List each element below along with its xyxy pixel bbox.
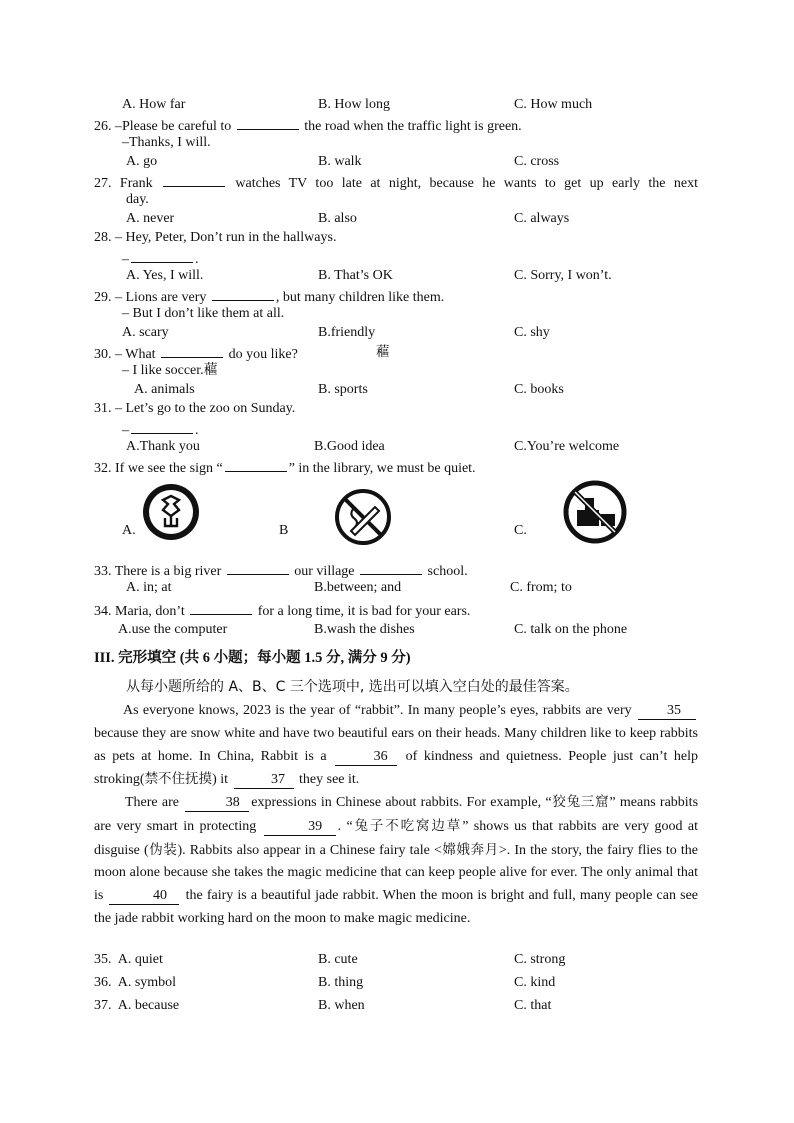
- answer-35-option-a: A. quiet: [117, 952, 163, 967]
- q31-reply: – .: [122, 419, 199, 440]
- q27-text-b: watches TV too late at night, because he wants to get up early the next: [235, 176, 699, 191]
- q27-option-a: A. never: [126, 211, 175, 226]
- q31-blank: [131, 419, 193, 434]
- q32-number: 32.: [94, 461, 112, 476]
- blank-36: 36: [335, 749, 397, 766]
- q34-text-b: for a long time, it is bad for your ears.: [257, 604, 471, 619]
- q28-option-a: A. Yes, I will.: [126, 268, 204, 283]
- q30-option-c: C. books: [514, 382, 564, 397]
- q26-stem: [94, 115, 522, 136]
- q33-option-b: B.between; and: [314, 580, 402, 595]
- q29-text-a: – Lions are very: [115, 290, 207, 305]
- blank-37: 37: [234, 772, 294, 789]
- answer-37-row: 37. A. because: [94, 998, 180, 1013]
- q31-option-b: B.Good idea: [314, 439, 385, 454]
- no-smoking-sign-icon: [333, 487, 393, 552]
- q34-text-a: Maria, don’t: [115, 604, 185, 619]
- q26-option-b: B. walk: [318, 154, 362, 169]
- q34-option-c: C. talk on the phone: [514, 622, 628, 637]
- q34-option-b: B.wash the dishes: [314, 622, 415, 637]
- q32-blank: [225, 457, 287, 472]
- q27-option-c: C. always: [514, 211, 570, 226]
- q31-text: – Let’s go to the zoo on Sunday.: [115, 401, 296, 416]
- q33-number: 33.: [94, 564, 112, 579]
- q30-option-a: A. animals: [134, 382, 195, 397]
- q29-option-b: B.friendly: [318, 325, 376, 340]
- q28-text: – Hey, Peter, Don’t run in the hallways.: [115, 230, 337, 245]
- q33-text-c: school.: [427, 564, 468, 579]
- q30-text-a: – What: [115, 347, 156, 362]
- q29-option-c: C. shy: [514, 325, 550, 340]
- q26-reply: –Thanks, I will.: [122, 135, 211, 150]
- q32-text-b: ” in the library, we must be quiet.: [288, 461, 476, 476]
- q33-option-a: A. in; at: [126, 580, 172, 595]
- q30-stem: [94, 343, 298, 364]
- q28-option-c: C. Sorry, I won’t.: [514, 268, 612, 283]
- q30-text-b: do you like?: [228, 347, 298, 362]
- q27-number: 27.: [94, 176, 112, 191]
- q28-number: 28.: [94, 230, 112, 245]
- q27-text-a: Frank: [119, 176, 153, 191]
- answer-36-row: 36. A. symbol: [94, 975, 177, 990]
- q29-reply: – But I don’t like them at all.: [122, 306, 285, 321]
- q30-number: 30.: [94, 347, 112, 362]
- q27-blank: [163, 172, 225, 187]
- q30-blank: [161, 343, 223, 358]
- q26-option-a: A. go: [126, 154, 158, 169]
- q29-text-b: , but many children like them.: [275, 290, 445, 305]
- answer-36-option-a: A. symbol: [117, 975, 177, 990]
- q31-option-a: A.Thank you: [126, 439, 200, 454]
- section-3-title: III. 完形填空 (共 6 小题；每小题 1.5 分, 满分 9 分): [94, 650, 411, 666]
- q25-option-b: B. How long: [318, 97, 390, 112]
- q26-number: 26.: [94, 119, 112, 134]
- q26-text-a: –Please be careful to: [115, 119, 232, 134]
- blank-38: 38: [185, 795, 249, 812]
- q30-option-b: B. sports: [318, 382, 368, 397]
- passage-paragraph-1: As everyone knows, 2023 is the year of “rabbit”. In many people’s eyes, rabbits are very 35because they are snow white and have two beautiful ears on their heads. Many children like to keep rabbits as pets at home. In China, Rabbit is a 36 of kindness and quietness. People just can’t help stroking(禁不住抚摸) it 37 they see it.: [94, 703, 698, 788]
- q26-blank: [237, 115, 299, 130]
- answer-36-option-c: C. kind: [514, 975, 556, 990]
- q27-stem: [94, 172, 698, 193]
- q33-blank-1: [227, 560, 289, 575]
- answer-35-option-b: B. cute: [318, 952, 358, 967]
- q33-text-a: There is a big river: [114, 564, 222, 579]
- answer-35-row: 35. A. quiet: [94, 952, 163, 967]
- q32-option-a-label: A.: [122, 523, 136, 538]
- q33-stem: [94, 560, 468, 581]
- no-eating-drinking-sign-icon: [563, 480, 627, 549]
- q34-number: 34.: [94, 604, 112, 619]
- q32-option-b-label: B: [279, 523, 289, 538]
- q31-stem: [94, 400, 295, 418]
- q25-option-a: A. How far: [122, 97, 186, 112]
- q29-number: 29.: [94, 290, 112, 305]
- q30-reply: – I like soccer.藲: [122, 363, 218, 378]
- answer-37-option-c: C. that: [514, 998, 552, 1013]
- q28-blank: [131, 248, 193, 263]
- answer-35-option-c: C. strong: [514, 952, 566, 967]
- q31-number: 31.: [94, 401, 112, 416]
- blank-35: 35: [638, 703, 696, 720]
- q27-continuation: day.: [126, 192, 149, 207]
- section-3-instruction: 从每小题所给的 A、B、C 三个选项中, 选出可以填入空白处的最佳答案。: [126, 679, 579, 695]
- q26-text-b: the road when the traffic light is green.: [304, 119, 522, 134]
- blank-39: 39: [264, 819, 336, 836]
- answer-37-option-a: A. because: [117, 998, 180, 1013]
- q30-stray-mark: 藲: [376, 344, 390, 360]
- q29-option-a: A. scary: [122, 325, 169, 340]
- blank-40: 40: [109, 888, 179, 905]
- q28-option-b: B. That’s OK: [318, 268, 393, 283]
- q34-option-a: A.use the computer: [118, 622, 228, 637]
- q27-option-b: B. also: [318, 211, 357, 226]
- passage-paragraph-2: There are 38 expressions in Chinese about rabbits. For example, “狡兔三窟” means rabbits are very smart in protecting 39 . “兔子不吃窝边草” shows us that rabbits are very good at disguise (伪装). Rabbits also appear in a Chinese fairy tale <嫦娥奔月>. In the story, the fairy flies to the moon alone because she takes the magic medicine that can keep people alive for ever. The only animal that is 40 the fairy is a beautiful jade rabbit. When the moon is bright and full, many people can see the jade rabbit working hard on the moon to make magic medicine.: [94, 794, 699, 926]
- q34-blank: [190, 600, 252, 615]
- q28-stem: [94, 229, 336, 247]
- q25-option-c: C. How much: [514, 97, 593, 112]
- answer-37-option-b: B. when: [318, 998, 365, 1013]
- q32-text-a: If we see the sign “: [115, 461, 223, 476]
- q33-blank-2: [360, 560, 422, 575]
- answer-36-option-b: B. thing: [318, 975, 364, 990]
- q31-option-c: C.You’re welcome: [514, 439, 620, 454]
- q34-stem: [94, 600, 470, 621]
- q29-blank: [212, 286, 274, 301]
- q32-stem: [94, 457, 476, 478]
- q26-option-c: C. cross: [514, 154, 560, 169]
- q28-reply: – .: [122, 248, 199, 269]
- q33-text-b: our village: [294, 564, 355, 579]
- q33-option-c: C. from; to: [510, 580, 572, 595]
- no-littering-sign-icon: [141, 482, 201, 547]
- q32-option-c-label: C.: [514, 523, 527, 538]
- q29-stem: [94, 286, 444, 307]
